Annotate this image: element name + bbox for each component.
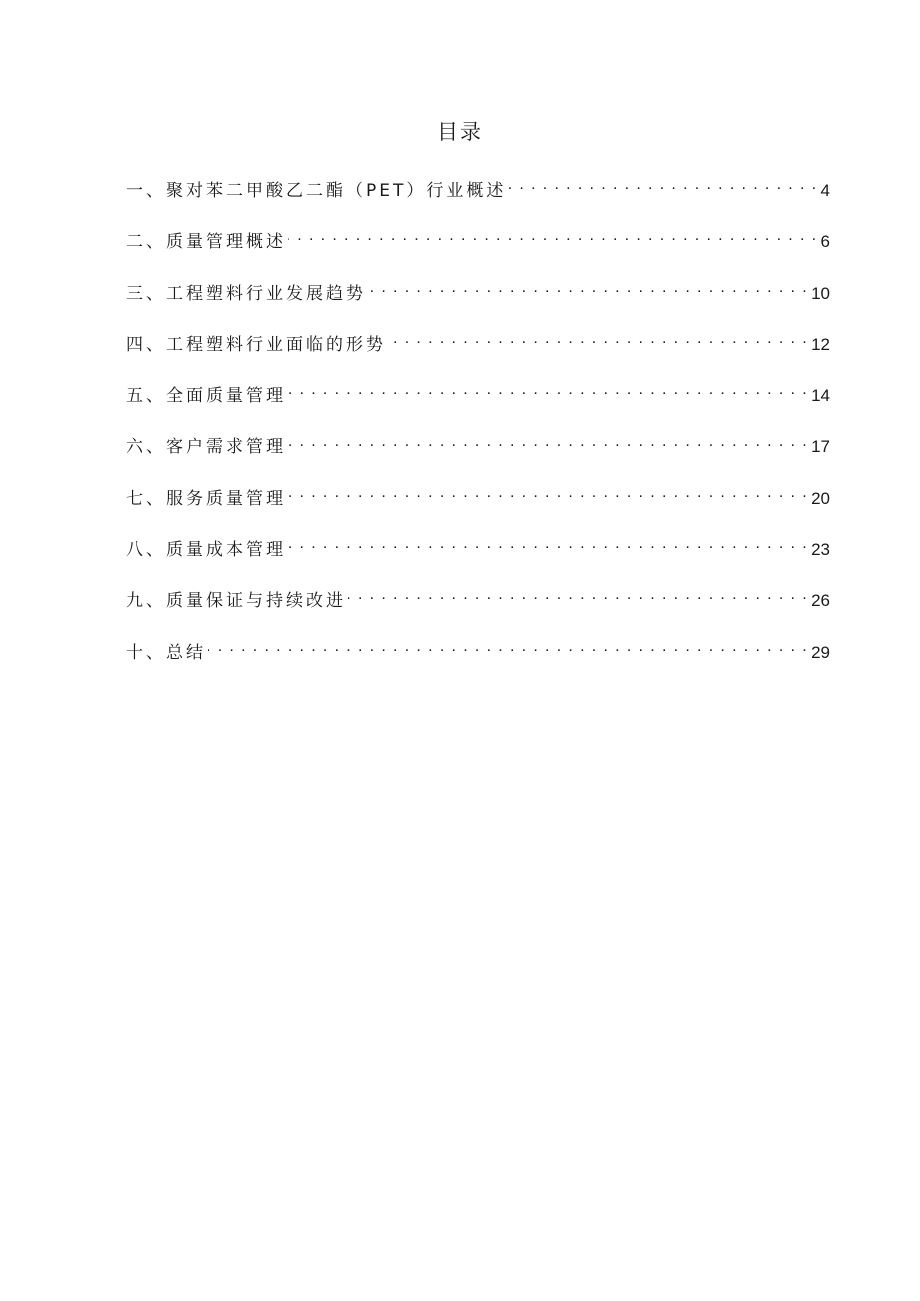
toc-dot-leader [288,435,808,452]
toc-entry-page: 14 [811,386,830,406]
toc-dot-leader [288,230,818,247]
toc-dot-leader [288,487,808,504]
toc-title: 目录 [437,120,483,144]
toc-entry[interactable] [126,535,830,586]
toc-entry-page: 20 [811,488,830,508]
toc-entry-label: 七、服务质量管理 [126,488,286,509]
toc-entry-label: 十、总结 [126,642,206,663]
toc-dot-leader [208,641,808,658]
toc-dot-leader [508,179,817,196]
toc-dot-leader [288,538,808,555]
toc-entry-page: 29 [811,642,830,662]
toc-dot-leader [368,282,808,299]
toc-entry-label: 一、聚对苯二甲酸乙二酯（PET）行业概述 [126,181,507,201]
toc-entry-page: 23 [811,540,830,560]
toc-entry[interactable] [126,484,830,535]
toc-dot-leader [388,333,808,350]
toc-entry-page: 6 [820,232,830,252]
toc-entry-label: 二、质量管理概述 [126,232,286,253]
toc-entry-label: 五、全面质量管理 [126,386,286,407]
toc-entry[interactable] [126,176,830,227]
toc-entry-page: 4 [820,181,830,200]
toc-list [126,176,830,689]
toc-entry-label: 三、工程塑料行业发展趋势 [126,283,366,304]
toc-entry-label: 九、质量保证与持续改进 [126,591,346,612]
toc-entry[interactable] [126,432,830,483]
toc-entry-page: 26 [811,591,830,611]
toc-entry[interactable] [126,586,830,637]
toc-entry-label: 八、质量成本管理 [126,540,286,561]
toc-entry-label: 六、客户需求管理 [126,437,286,458]
toc-dot-leader [348,589,808,606]
toc-dot-leader [288,384,808,401]
toc-entry[interactable] [126,330,830,381]
toc-entry[interactable] [126,227,830,278]
toc-entry[interactable] [126,381,830,432]
toc-entry-page: 10 [811,283,830,303]
toc-entry[interactable] [126,638,830,689]
toc-entry-page: 17 [811,437,830,457]
toc-entry[interactable] [126,279,830,330]
toc-entry-page: 12 [811,334,830,354]
toc-entry-label: 四、工程塑料行业面临的形势 [126,334,386,355]
